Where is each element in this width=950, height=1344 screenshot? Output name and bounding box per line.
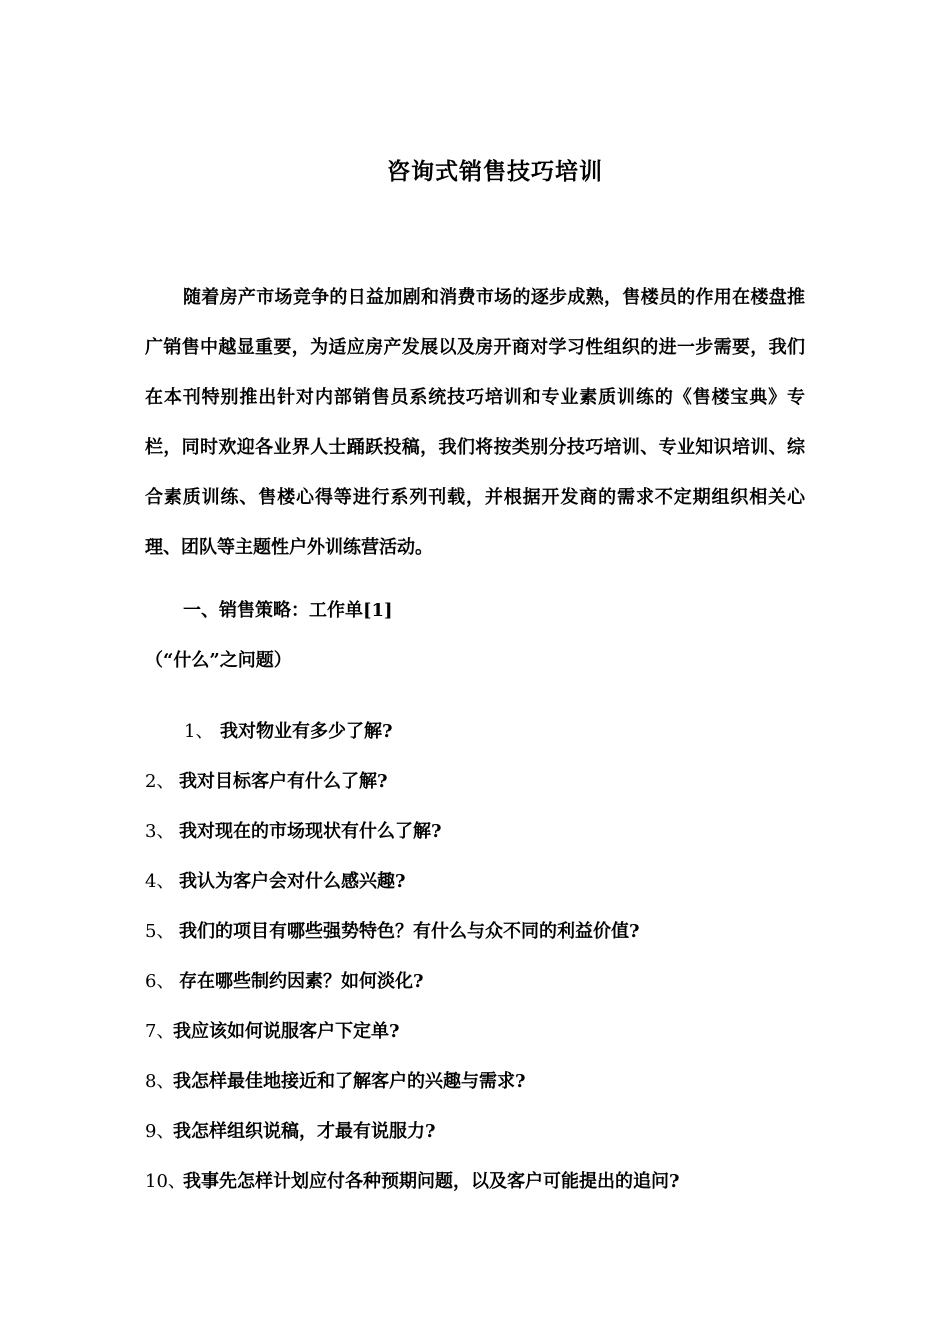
question-number: 2、	[145, 771, 175, 792]
question-text: 我们的项目有哪些强势特色？有什么与众不同的利益价值?	[179, 921, 640, 942]
question-text: 我怎样最佳地接近和了解客户的兴趣与需求?	[173, 1071, 526, 1092]
question-text: 我对物业有多少了解?	[220, 721, 393, 742]
question-item	[145, 1117, 436, 1147]
question-item	[145, 1067, 526, 1097]
question-text: 我应该如何说服客户下定单?	[173, 1021, 400, 1042]
question-number: 8、	[145, 1071, 175, 1092]
intro-paragraph: 随着房产市场竞争的日益加剧和消费市场的逐步成熟，售楼员的作用在楼盘推广销售中越显重要，为适应房产发展以及房开商对学习性组织的进一步需要，我们在本刊特别推出针对内部销售员系统技巧培训和专业素质训练的《售楼宝典》专栏，同时欢迎各业界人士踊跃投稿，我们将按类别分技巧培训、专业知识培训、综合素质训练、售楼心得等进行系列刊载，并根据开发商的需求不定期组织相关心理、团队等主题性户外训练营活动。	[145, 287, 805, 558]
question-item	[145, 967, 424, 997]
question-number: 7、	[145, 1021, 175, 1042]
question-text: 我对目标客户有什么了解?	[179, 771, 388, 792]
section-subheading: （“什么”之问题）	[145, 650, 292, 671]
question-item	[145, 1167, 680, 1197]
question-number: 4、	[145, 871, 175, 892]
document-title: 咨询式销售技巧培训	[387, 158, 603, 185]
question-item	[145, 867, 406, 897]
question-item	[145, 767, 388, 797]
question-number: 6、	[145, 971, 175, 992]
question-text: 我怎样组织说稿，才最有说服力?	[173, 1121, 436, 1142]
question-text: 存在哪些制约因素？如何淡化?	[179, 971, 424, 992]
question-item	[145, 917, 640, 947]
question-number: 3、	[145, 821, 175, 842]
question-number: 5、	[145, 921, 175, 942]
question-number: 1、	[184, 721, 214, 742]
question-item	[184, 717, 393, 747]
question-text: 我认为客户会对什么感兴趣?	[179, 871, 406, 892]
question-text: 我对现在的市场现状有什么了解?	[179, 821, 442, 842]
section-heading: 一、销售策略：工作单[1]	[183, 600, 393, 621]
question-item	[145, 1017, 400, 1047]
question-text: 我事先怎样计划应付各种预期问题，以及客户可能提出的追问?	[183, 1171, 680, 1192]
question-item	[145, 817, 442, 847]
question-number: 10、	[145, 1171, 186, 1192]
question-number: 9、	[145, 1121, 175, 1142]
